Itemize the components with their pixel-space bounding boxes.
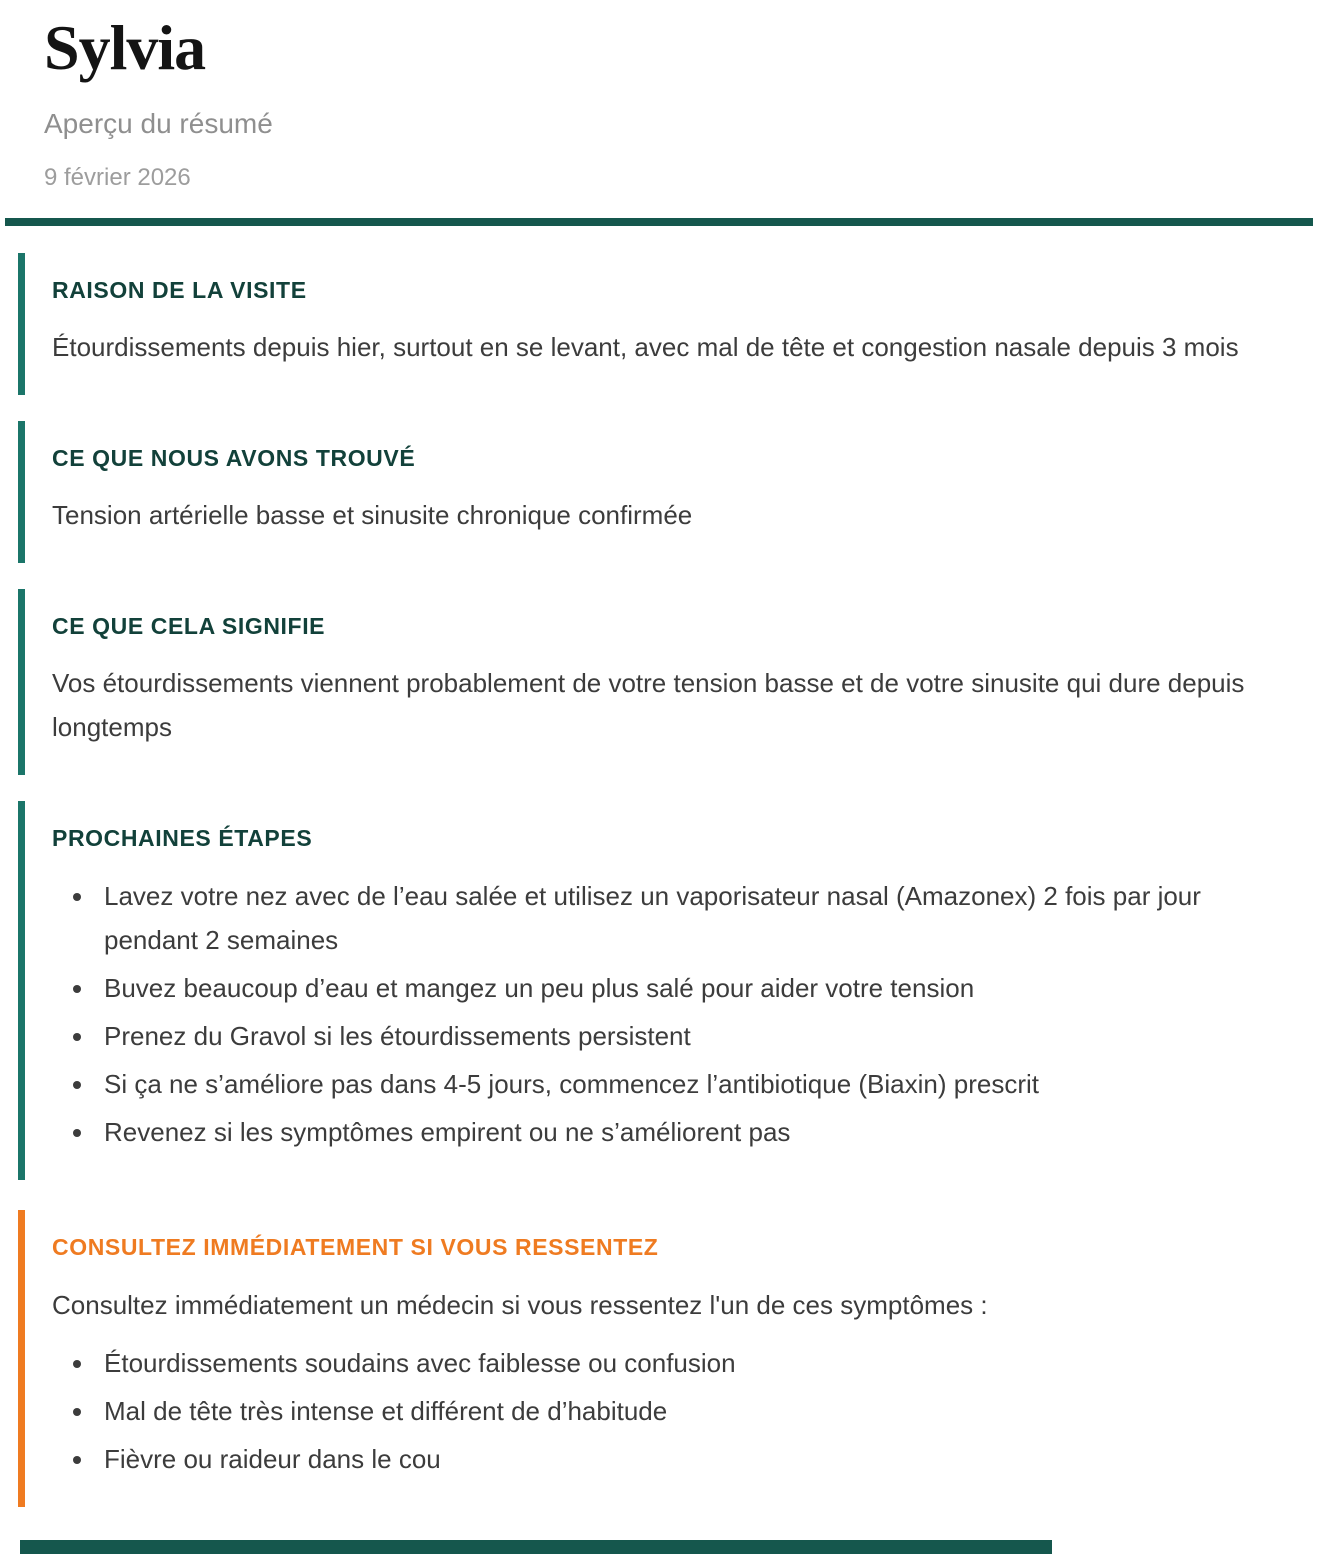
list-item: • Fièvre ou raideur dans le cou bbox=[96, 1437, 1276, 1481]
page-header bbox=[44, 12, 1298, 192]
list-item: • Lavez votre nez avec de l’eau salée et utilisez un vaporisateur nasal (Amazonex) 2 fois par jour pendant 2 semaines bbox=[96, 874, 1276, 962]
summary-sections bbox=[18, 253, 1294, 1507]
document-date: 9 février 2026 bbox=[44, 164, 191, 191]
list-item: • Revenez si les symptômes empirent ou ne s’améliorent pas bbox=[96, 1110, 1276, 1154]
section-body: Étourdissements depuis hier, surtout en se levant, avec mal de tête et congestion nasale depuis 3 mois bbox=[52, 332, 1239, 362]
header-divider bbox=[5, 218, 1313, 226]
section-what-we-found bbox=[18, 421, 1294, 563]
list-item: • Prenez du Gravol si les étourdissements persistent bbox=[96, 1014, 1276, 1058]
list-item: • Buvez beaucoup d’eau et mangez un peu plus salé pour aider votre tension bbox=[96, 966, 1276, 1010]
section-reason-for-visit bbox=[18, 253, 1294, 395]
page-subtitle: Aperçu du résumé bbox=[44, 108, 273, 139]
footer-divider bbox=[20, 1540, 1052, 1554]
section-body: Consultez immédiatement un médecin si vous ressentez l'un de ces symptômes : bbox=[52, 1290, 988, 1320]
list-item: • Étourdissements soudains avec faiblesse ou confusion bbox=[96, 1341, 1276, 1385]
section-heading: CE QUE NOUS AVONS TROUVÉ bbox=[52, 445, 416, 471]
list-item: • Mal de tête très intense et différent de d’habitude bbox=[96, 1389, 1276, 1433]
app-logo: Sylvia bbox=[44, 12, 206, 83]
bullet-list bbox=[52, 874, 1276, 1154]
section-heading: CE QUE CELA SIGNIFIE bbox=[52, 613, 326, 639]
section-body: Vos étourdissements viennent probablement de votre tension basse et de votre sinusite qui dure depuis longtemps bbox=[52, 668, 1245, 742]
section-next-steps bbox=[18, 801, 1294, 1180]
section-what-it-means bbox=[18, 589, 1294, 775]
section-heading: RAISON DE LA VISITE bbox=[52, 277, 307, 303]
list-item: • Si ça ne s’améliore pas dans 4-5 jours, commencez l’antibiotique (Biaxin) prescrit bbox=[96, 1062, 1276, 1106]
section-seek-care-immediately bbox=[18, 1210, 1294, 1507]
bullet-list bbox=[52, 1341, 1276, 1481]
section-body: Tension artérielle basse et sinusite chronique confirmée bbox=[52, 500, 693, 530]
section-heading: PROCHAINES ÉTAPES bbox=[52, 825, 313, 851]
section-heading: CONSULTEZ IMMÉDIATEMENT SI VOUS RESSENTEZ bbox=[52, 1234, 659, 1260]
